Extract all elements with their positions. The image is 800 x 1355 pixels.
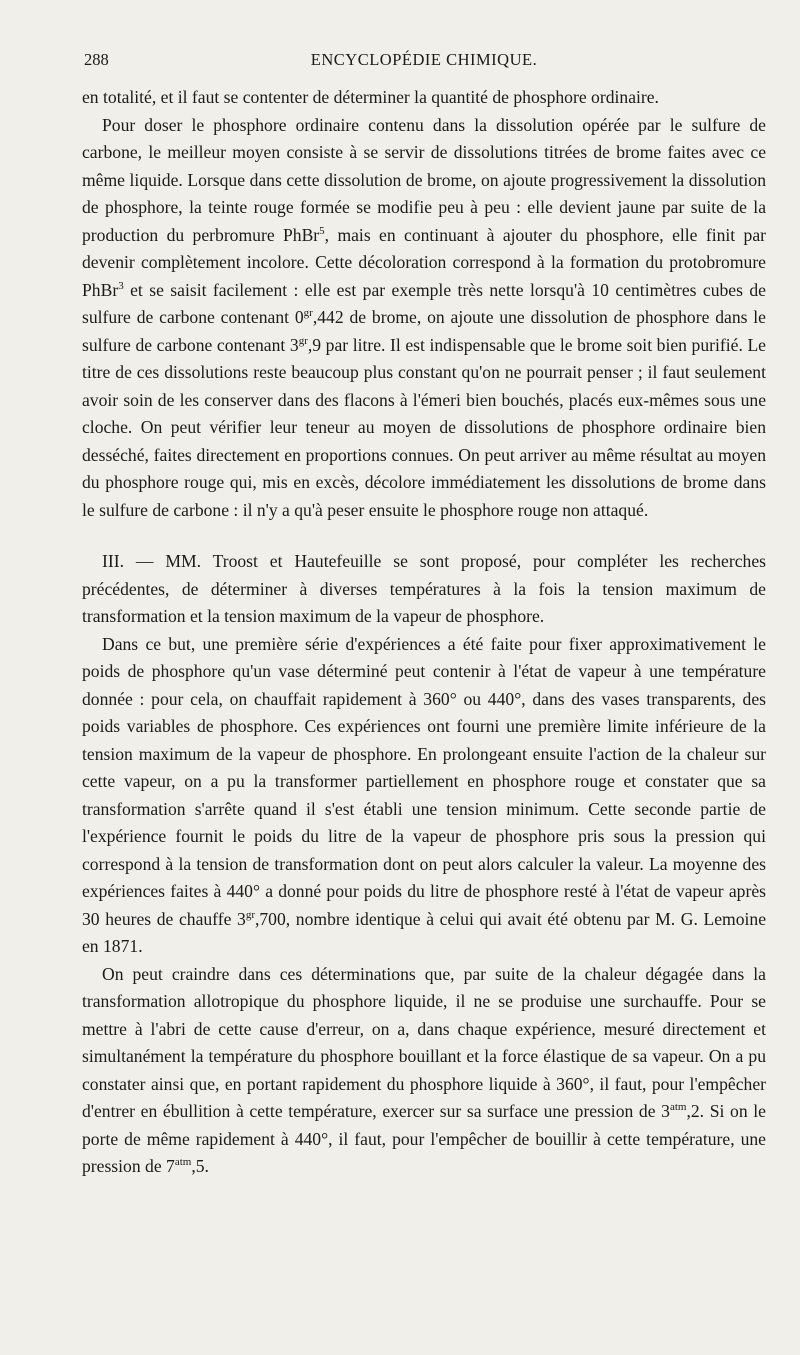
superscript: gr (303, 307, 313, 320)
page-body (82, 84, 766, 1181)
page-number: 288 (84, 50, 109, 69)
text-run: ,5. (191, 1156, 209, 1176)
page-header (84, 50, 764, 76)
text-run: , mais en continuant à ajouter du phosphore, elle finit par devenir complètement incolore. Cette décoloration correspond à la formation du protobromure PhBr (82, 224, 766, 300)
text-run: ,442 de brome, on ajoute une dissolution de phosphore dans le sulfure de carbone contenant 3 (82, 307, 766, 355)
text-run: ,2. Si on le porte de même rapidement à 440°, il faut, pour l'empêcher de bouillir à cette température, une pression de 7 (82, 1101, 766, 1176)
superscript: atm (174, 1156, 192, 1169)
superscript: gr (245, 908, 255, 921)
text-run: Dans ce but, une première série d'expériences a été faite pour fixer approximativement le poids de phosphore qu'un vase déterminé peut contenir à l'état de vapeur à une température donnée : pour cela, on chauffait rapidement à 360° ou 440°, dans des vases transparents, des poids variables de phosphore. Ces expériences ont fourni une première limite inférieure de la tension maximum de la vapeur de phosphore. En prolongeant ensuite l'action de la chaleur sur cette vapeur, on a pu la transformer partiellement en phosphore rouge et constater que sa transformation s'arrête quand il s'est établi une tension minimum. Cette seconde partie de l'expérience fournit le poids du litre de la vapeur de phosphore pris sous la pression qui correspond à la tension de transformation dont on peut alors calculer la valeur. La moyenne des expériences faites à 440° a donné pour poids du litre de phosphore resté à l'état de vapeur après 30 heures de chauffe 3 (82, 633, 766, 929)
paragraph-3-section-III: III. — MM. Troost et Hautefeuille se sont proposé, pour compléter les recherches précédentes, de déterminer à diverses températures à la fois la tension maximum de transformation et la tension maximum de la vapeur de phosphore. (82, 551, 766, 626)
running-title: ENCYCLOPÉDIE CHIMIQUE. (310, 50, 538, 69)
paragraph-2 (82, 112, 766, 525)
paragraph-4 (82, 631, 766, 961)
text-run: ,700, nombre identique à celui qui avait été obtenu par M. G. Lemoine en 1871. (82, 908, 766, 956)
superscript: gr (298, 334, 308, 347)
text-run: ,9 par litre. Il est indispensable que le brome soit bien purifié. Le titre de ces dissolutions reste beaucoup plus constant qu'on ne pourrait penser ; il faut seulement avoir soin de les conserver dans des flacons à l'émeri bien bouchés, placés eux-mêmes sous une cloche. On peut vérifier leur teneur au moyen de dissolutions de phosphore ordinaire bien desséché, faites directement en proportions connues. On peut arriver au même résultat au moyen du phosphore rouge qui, mis en excès, décolore immédiatement les dissolutions de brome dans le sulfure de carbone : il n'y a qu'à peser ensuite le phosphore rouge non attaqué. (82, 334, 766, 520)
text-run: et se saisit facilement : elle est par exemple très nette lorsqu'à 10 centimètres cubes de sulfure de carbone contenant 0 (82, 279, 766, 327)
text-run: On peut craindre dans ces déterminations que, par suite de la chaleur dégagée dans la transformation allotropique du phosphore liquide, il ne se produise une surchauffe. Pour se mettre à l'abri de cette cause d'erreur, on a, dans chaque expérience, mesuré directement et simultanément la température du phosphore bouillant et la force élastique de sa vapeur. On a pu constater ainsi que, en portant rapidement du phosphore liquide à 360°, il faut, pour l'empêcher d'entrer en ébullition à cette température, exercer sur sa surface une pression de 3 (82, 963, 766, 1121)
superscript: atm (669, 1101, 687, 1114)
superscript: 3 (118, 279, 124, 292)
paragraph-1: en totalité, et il faut se contenter de déterminer la quantité de phosphore ordinaire. (82, 87, 659, 107)
paragraph-5 (82, 961, 766, 1181)
superscript: 5 (319, 224, 325, 237)
text-run: Pour doser le phosphore ordinaire contenu dans la dissolution opérée par le sulfure de carbone, le meilleur moyen consiste à se servir de dissolutions titrées de brome faites avec ce même liquide. Lorsque dans cette dissolution de brome, on ajoute progressivement la dissolution de phosphore, la teinte rouge formée se modifie peu à peu : elle devient jaune par suite de la production du perbromure PhBr (82, 114, 766, 245)
